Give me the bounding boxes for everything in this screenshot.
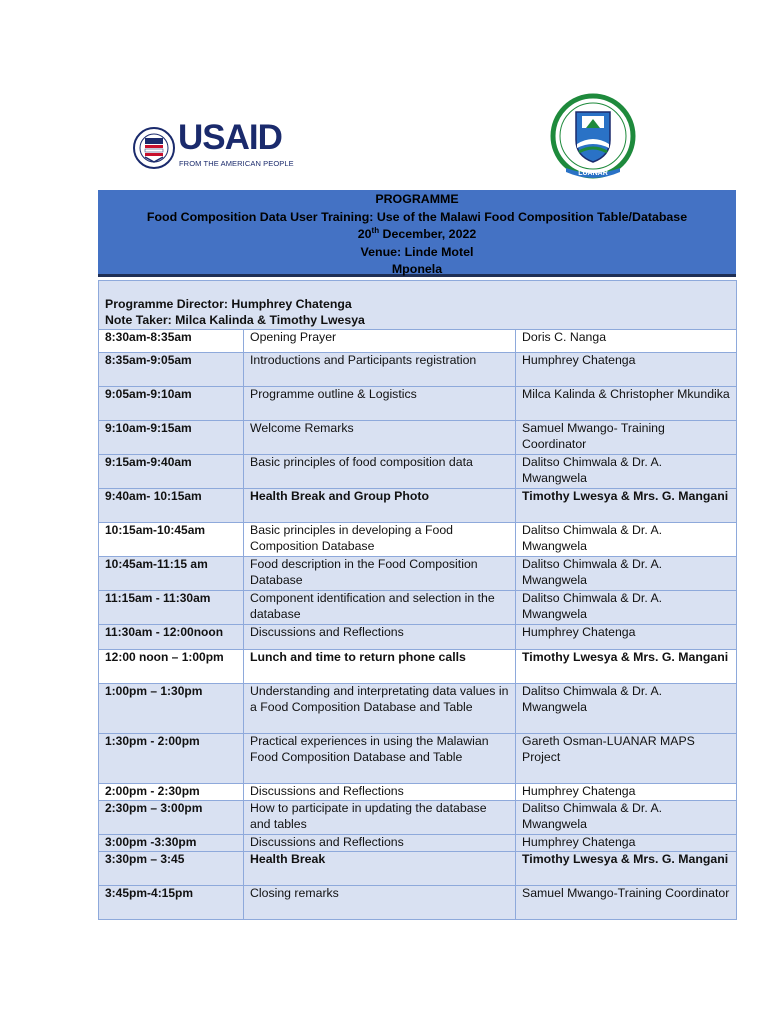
usaid-tagline: FROM THE AMERICAN PEOPLE	[179, 159, 294, 168]
director-row	[99, 281, 737, 330]
time-cell: 3:45pm-4:15pm	[99, 886, 244, 920]
table-row	[99, 489, 737, 523]
date-day: 20	[357, 227, 372, 241]
table-row	[99, 591, 737, 625]
activity-cell: Health Break	[244, 852, 516, 886]
time-cell: 9:05am-9:10am	[99, 387, 244, 421]
activity-cell: Introductions and Participants registration	[244, 353, 516, 387]
table-row	[99, 650, 737, 684]
table-row	[99, 557, 737, 591]
table-row	[99, 523, 737, 557]
luanar-logo	[546, 92, 640, 182]
activity-cell: Discussions and Reflections	[244, 784, 516, 801]
table-row	[99, 734, 737, 784]
person-cell: Timothy Lwesya & Mrs. G. Mangani	[516, 489, 737, 523]
table-row	[99, 784, 737, 801]
person-cell: Doris C. Nanga	[516, 330, 737, 353]
activity-cell: How to participate in updating the database and tables	[244, 801, 516, 835]
table-row	[99, 801, 737, 835]
activity-cell: Opening Prayer	[244, 330, 516, 353]
person-cell: Humphrey Chatenga	[516, 625, 737, 650]
programme-title: PROGRAMME	[375, 192, 459, 206]
person-cell: Humphrey Chatenga	[516, 784, 737, 801]
person-cell: Dalitso Chimwala & Dr. A. Mwangwela	[516, 523, 737, 557]
activity-cell: Basic principles of food composition data	[244, 455, 516, 489]
time-cell: 9:10am-9:15am	[99, 421, 244, 455]
table-row	[99, 625, 737, 650]
activity-cell: Lunch and time to return phone calls	[244, 650, 516, 684]
activity-cell: Discussions and Reflections	[244, 625, 516, 650]
table-row	[99, 455, 737, 489]
person-cell: Gareth Osman-LUANAR MAPS Project	[516, 734, 737, 784]
programme-venue: Venue: Linde Motel	[360, 244, 474, 259]
time-cell: 3:00pm -3:30pm	[99, 835, 244, 852]
person-cell: Timothy Lwesya & Mrs. G. Mangani	[516, 650, 737, 684]
time-cell: 8:30am-8:35am	[99, 330, 244, 353]
person-cell: Humphrey Chatenga	[516, 835, 737, 852]
time-cell: 2:00pm - 2:30pm	[99, 784, 244, 801]
activity-cell: Basic principles in developing a Food Composition Database	[244, 523, 516, 557]
schedule-table	[98, 280, 737, 920]
time-cell: 8:35am-9:05am	[99, 353, 244, 387]
time-cell: 1:30pm - 2:00pm	[99, 734, 244, 784]
person-cell: Milca Kalinda & Christopher Mkundika	[516, 387, 737, 421]
table-row	[99, 387, 737, 421]
usaid-wordmark: USAID	[178, 118, 282, 157]
activity-cell: Closing remarks	[244, 886, 516, 920]
person-cell: Dalitso Chimwala & Dr. A. Mwangwela	[516, 557, 737, 591]
time-cell: 11:15am - 11:30am	[99, 591, 244, 625]
note-taker: Note Taker: Milca Kalinda & Timothy Lwesya	[105, 312, 365, 327]
programme-date	[98, 226, 736, 244]
time-cell: 3:30pm – 3:45	[99, 852, 244, 886]
programme-header	[98, 190, 736, 277]
activity-cell: Welcome Remarks	[244, 421, 516, 455]
date-suffix: th	[371, 225, 380, 235]
person-cell: Dalitso Chimwala & Dr. A. Mwangwela	[516, 801, 737, 835]
table-row	[99, 330, 737, 353]
time-cell: 11:30am - 12:00noon	[99, 625, 244, 650]
time-cell: 9:40am- 10:15am	[99, 489, 244, 523]
time-cell: 12:00 noon – 1:00pm	[99, 650, 244, 684]
person-cell: Dalitso Chimwala & Dr. A. Mwangwela	[516, 591, 737, 625]
time-cell: 9:15am-9:40am	[99, 455, 244, 489]
time-cell: 10:15am-10:45am	[99, 523, 244, 557]
programme-director: Programme Director: Humphrey Chatenga	[105, 297, 352, 311]
person-cell: Dalitso Chimwala & Dr. A. Mwangwela	[516, 455, 737, 489]
programme-location: Mponela	[391, 262, 443, 276]
usaid-logo	[133, 116, 294, 180]
activity-cell: Component identification and selection in the database	[244, 591, 516, 625]
table-row	[99, 684, 737, 734]
usaid-seal-icon	[133, 116, 175, 180]
programme-subtitle: Food Composition Data User Training: Use of the Malawi Food Composition Table/Database	[146, 209, 688, 224]
time-cell: 2:30pm – 3:00pm	[99, 801, 244, 835]
table-row	[99, 852, 737, 886]
time-cell: 1:00pm – 1:30pm	[99, 684, 244, 734]
activity-cell: Understanding and interpretating data values in a Food Composition Database and Table	[244, 684, 516, 734]
activity-cell: Discussions and Reflections	[244, 835, 516, 852]
date-rest: December, 2022	[379, 227, 477, 241]
luanar-banner-text: LUANAR	[578, 170, 608, 177]
person-cell: Samuel Mwango-Training Coordinator	[516, 886, 737, 920]
activity-cell: Food description in the Food Composition Database	[244, 557, 516, 591]
table-row	[99, 421, 737, 455]
activity-cell: Programme outline & Logistics	[244, 387, 516, 421]
table-row	[99, 886, 737, 920]
activity-cell: Health Break and Group Photo	[244, 489, 516, 523]
person-cell: Timothy Lwesya & Mrs. G. Mangani	[516, 852, 737, 886]
time-cell: 10:45am-11:15 am	[99, 557, 244, 591]
person-cell: Samuel Mwango- Training Coordinator	[516, 421, 737, 455]
table-row	[99, 353, 737, 387]
activity-cell: Practical experiences in using the Malawian Food Composition Database and Table	[244, 734, 516, 784]
person-cell: Dalitso Chimwala & Dr. A. Mwangwela	[516, 684, 737, 734]
person-cell: Humphrey Chatenga	[516, 353, 737, 387]
table-row	[99, 835, 737, 852]
